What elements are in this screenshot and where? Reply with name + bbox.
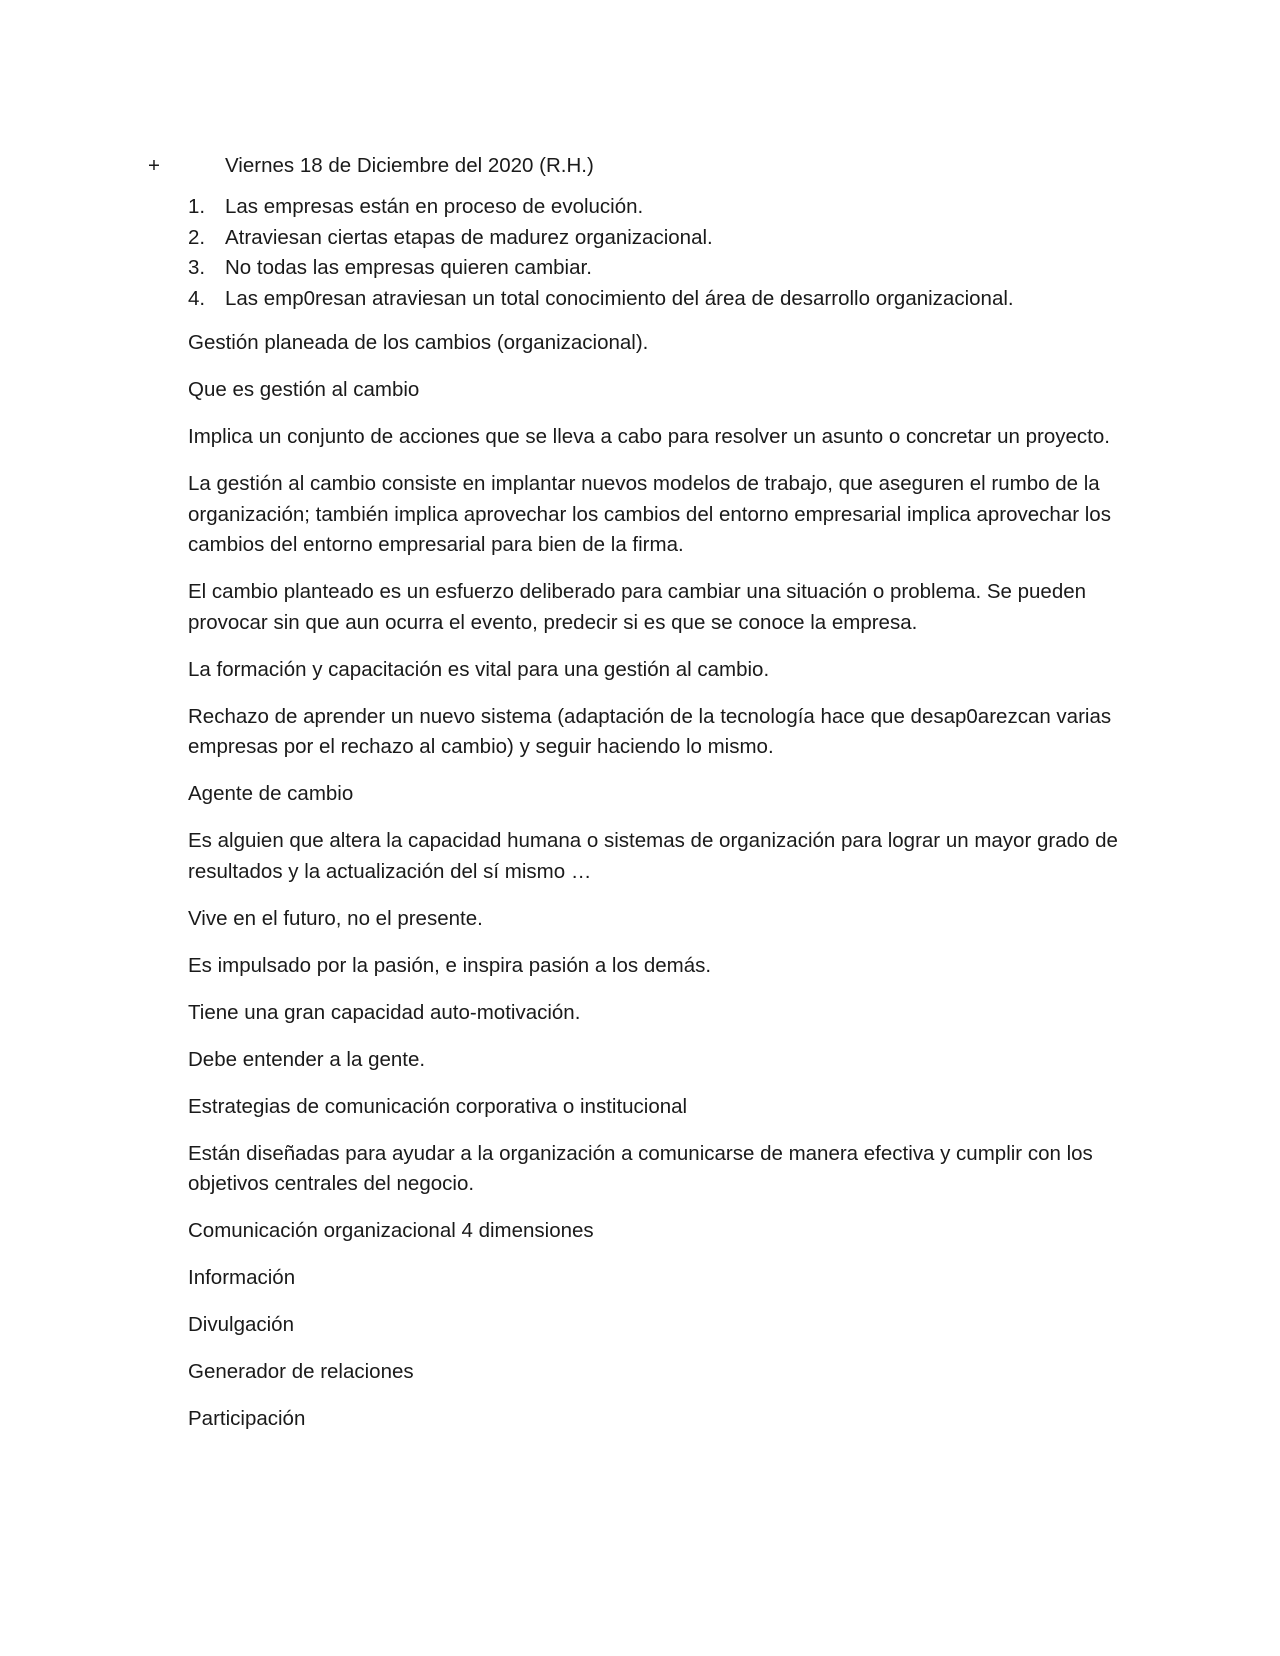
document-header	[148, 148, 1128, 184]
list-item	[188, 223, 1128, 254]
list-number: 2.	[188, 225, 206, 249]
heading-estrategias: Estrategias de comunicación corporativa o institucional	[188, 1094, 688, 1118]
list-number: 1.	[188, 195, 206, 218]
paragraph-disenadas: Están diseñadas para ayudar a la organización a comunicarse de manera efectiva y cumplir con los objetivos centrales del negocio.	[188, 1141, 1093, 1195]
dimension-participacion: Participación	[188, 1407, 306, 1430]
paragraph-cambio-planteado: El cambio planteado es un esfuerzo deliberado para cambiar una situación o problema. Se pueden provocar sin que aun ocurra el evento, predecir si es que se conoce la empresa.	[188, 580, 1087, 634]
heading-que-es-gestion: Que es gestión al cambio	[188, 378, 420, 401]
list-item-text: Las emp0resan atraviesan un total conocimiento del área de desarrollo organizacional.	[225, 286, 1014, 310]
list-item	[188, 253, 1128, 284]
list-item	[188, 284, 1128, 315]
paragraph-implica: Implica un conjunto de acciones que se lleva a cabo para resolver un asunto o concretar un proyecto.	[188, 425, 1110, 448]
dimension-informacion: Información	[188, 1266, 296, 1289]
paragraph-pasion: Es impulsado por la pasión, e inspira pasión a los demás.	[188, 953, 712, 977]
list-number: 3.	[188, 256, 206, 279]
paragraph-auto-motivacion: Tiene una gran capacidad auto-motivación.	[188, 1000, 581, 1024]
document-body	[148, 148, 1128, 1451]
list-item-text: Atraviesan ciertas etapas de madurez organizacional.	[225, 225, 713, 249]
list-item-text: No todas las empresas quieren cambiar.	[225, 256, 592, 279]
list-number: 4.	[188, 286, 206, 310]
numbered-list	[188, 192, 1128, 314]
dimension-generador-relaciones: Generador de relaciones	[188, 1360, 414, 1383]
heading-comunicacion-dimensiones: Comunicación organizacional 4 dimensiones	[188, 1219, 594, 1242]
list-item	[188, 192, 1128, 223]
paragraph-entender-gente: Debe entender a la gente.	[188, 1047, 426, 1071]
document-date-title: Viernes 18 de Diciembre del 2020 (R.H.)	[225, 154, 594, 177]
paragraph-gestion-cambio: La gestión al cambio consiste en implantar nuevos modelos de trabajo, que aseguren el rumbo de la organización; también implica aprovechar los cambios del entorno empresarial implica aprovechar los cambios del entorno empresarial para bien de la firma.	[188, 472, 1111, 556]
plus-bullet: +	[148, 154, 160, 177]
paragraph-gestion-planeada: Gestión planeada de los cambios (organizacional).	[188, 331, 649, 354]
list-item-text: Las empresas están en proceso de evolución.	[225, 195, 644, 218]
paragraph-vive-futuro: Vive en el futuro, no el presente.	[188, 906, 483, 930]
heading-agente-cambio: Agente de cambio	[188, 782, 354, 805]
paragraph-rechazo: Rechazo de aprender un nuevo sistema (adaptación de la tecnología hace que desap0arezcan varias empresas por el rechazo al cambio) y seguir haciendo lo mismo.	[188, 704, 1112, 758]
dimension-divulgacion: Divulgación	[188, 1313, 294, 1336]
paragraph-es-alguien: Es alguien que altera la capacidad humana o sistemas de organización para lograr un mayor grado de resultados y la actualización del sí mismo …	[188, 829, 1118, 883]
paragraph-formacion: La formación y capacitación es vital para una gestión al cambio.	[188, 657, 770, 681]
